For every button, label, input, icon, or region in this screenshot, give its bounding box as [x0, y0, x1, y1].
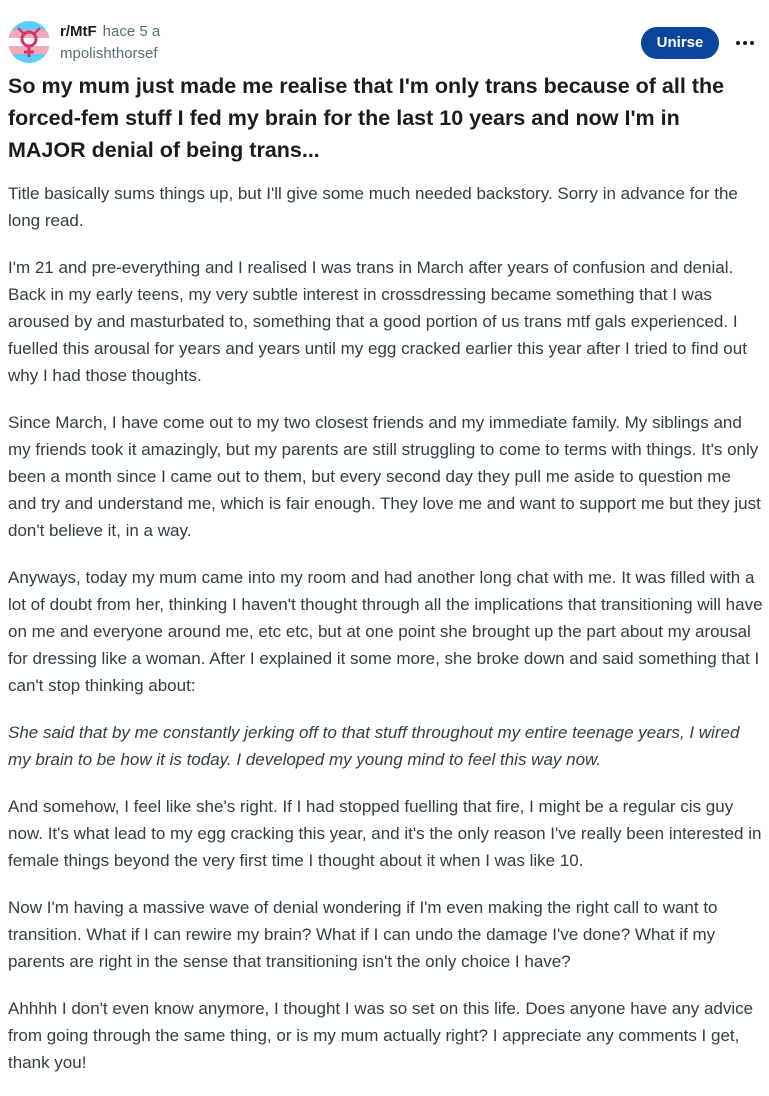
author-name[interactable]: mpolishthorsef [60, 45, 158, 62]
body-paragraph: I'm 21 and pre-everything and I realised I was trans in March after years of confusion and denial. Back in my early teens, my very subtle interest in crossdressing became something that I was aroused by and masturbated to, something that a good portion of us trans mtf gals experienced. I fuelled this arousal for years and years until my egg cracked earlier this year after I tried to find out why I had those thoughts. [8, 258, 747, 385]
trans-symbol-icon [8, 21, 50, 63]
body-paragraph: Ahhhh I don't even know anymore, I thought I was so set on this life. Does anyone have any advice from going through the same thing, or is my mum actually right? I appreciate any comments I get, thank you! [8, 999, 754, 1072]
subreddit-name[interactable]: r/MtF [60, 23, 97, 40]
subreddit-avatar[interactable] [8, 21, 50, 63]
body-paragraph: Anyways, today my mum came into my room and had another long chat with me. It was filled with a lot of doubt from her, thinking I haven't thought through all the implications that transitioning will have on me and everyone around me, etc etc, but at one point she brought up the part about my arousal for dressing like a woman. After I explained it some more, she broke down and said something that I can't stop thinking about: [8, 568, 763, 695]
post-header [0, 0, 769, 66]
join-button[interactable]: Unirse [641, 27, 719, 59]
post-title[interactable]: So my mum just made me realise that I'm only trans because of all the forced-fem stuff I fed my brain for the last 10 years and now I'm in MAJOR denial of being trans... [8, 74, 725, 162]
post-time: hace 5 a [102, 23, 161, 40]
body-paragraph: Since March, I have come out to my two closest friends and my immediate family. My siblings and my friends took it amazingly, but my parents are still struggling to come to terms with things. It's only been a month since I came out to them, but every second day they pull me aside to question me and try and understand me, which is fair enough. They love me and want to support me but they just don't believe it, in a way. [8, 413, 761, 540]
post-body [8, 180, 763, 1096]
body-paragraph: Title basically sums things up, but I'll give some much needed backstory. Sorry in advance for the long read. [8, 184, 738, 230]
post-meta [60, 23, 160, 41]
body-paragraph: Now I'm having a massive wave of denial wondering if I'm even making the right call to want to transition. What if I can rewire my brain? What if I can undo the damage I've done? What if my parents are right in the sense that transitioning isn't the only choice I have? [8, 898, 718, 971]
body-paragraph: And somehow, I feel like she's right. If I had stopped fuelling that fire, I might be a regular cis guy now. It's what lead to my egg cracking this year, and it's the only reason I've really been interested in female things beyond the very first time I thought about it when I was like 10. [8, 797, 762, 870]
body-quote-paragraph: She said that by me constantly jerking off to that stuff throughout my entire teenage years, I wired my brain to be how it is today. I developed my young mind to feel this way now. [8, 723, 740, 769]
more-options-button[interactable] [733, 30, 757, 54]
more-horizontal-icon [733, 30, 757, 54]
